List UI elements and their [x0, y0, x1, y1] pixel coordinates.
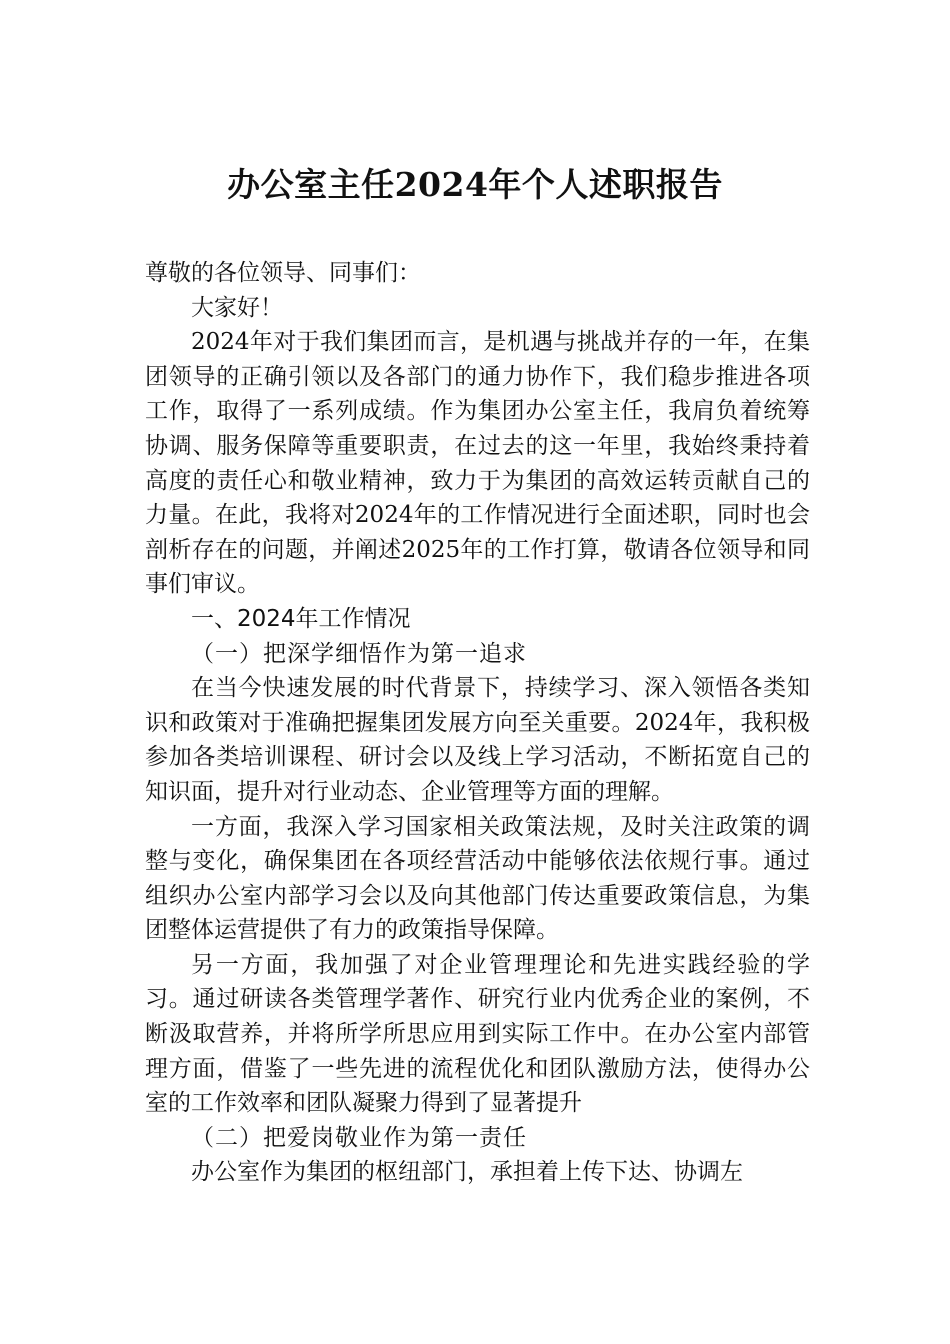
subsection-heading-2: （二）把爱岗敬业作为第一责任 — [191, 1124, 527, 1151]
salutation: 尊敬的各位领导、同事们： — [145, 260, 421, 286]
subsection-heading-1: （一）把深学细悟作为第一追求 — [191, 640, 527, 667]
document-title: 办公室主任2024年个人述职报告 — [227, 165, 723, 204]
paragraph: 另一方面，我加强了对企业管理理论和先进实践经验的学习。通过研读各类管理学著作、研究行业内优秀企业的案例，不断汲取营养，并将所学所思应用到实际工作中。在办公室内部管理方面，借鉴了一些先进的流程优化和团队激励方法，使得办公室的工作效率和团队凝聚力得到了显著提升 — [145, 951, 810, 1117]
intro-paragraph: 2024年对于我们集团而言，是机遇与挑战并存的一年，在集团领导的正确引领以及各部门的通力协作下，我们稳步推进各项工作，取得了一系列成绩。作为集团办公室主任，我肩负着统筹协调、服务保障等重要职责，在过去的这一年里，我始终秉持着高度的责任心和敬业精神，致力于为集团的高效运转贡献自己的力量。在此，我将对2024年的工作情况进行全面述职，同时也会剖析存在的问题，并阐述2025年的工作打算，敬请各位领导和同事们审议。 — [145, 329, 810, 598]
section-heading-1: 一、2024年工作情况 — [191, 605, 411, 632]
document-body — [145, 256, 810, 1190]
greeting: 大家好！ — [191, 294, 283, 321]
paragraph: 办公室作为集团的枢纽部门，承担着上传下达、协调左 — [191, 1159, 743, 1186]
paragraph: 在当今快速发展的时代背景下，持续学习、深入领悟各类知识和政策对于准确把握集团发展方向至关重要。2024年，我积极参加各类培训课程、研讨会以及线上学习活动，不断拓宽自己的知识面，提升对行业动态、企业管理等方面的理解。 — [145, 675, 810, 805]
paragraph: 一方面，我深入学习国家相关政策法规，及时关注政策的调整与变化，确保集团在各项经营活动中能够依法依规行事。通过组织办公室内部学习会以及向其他部门传达重要政策信息，为集团整体运营提供了有力的政策指导保障。 — [145, 813, 810, 944]
